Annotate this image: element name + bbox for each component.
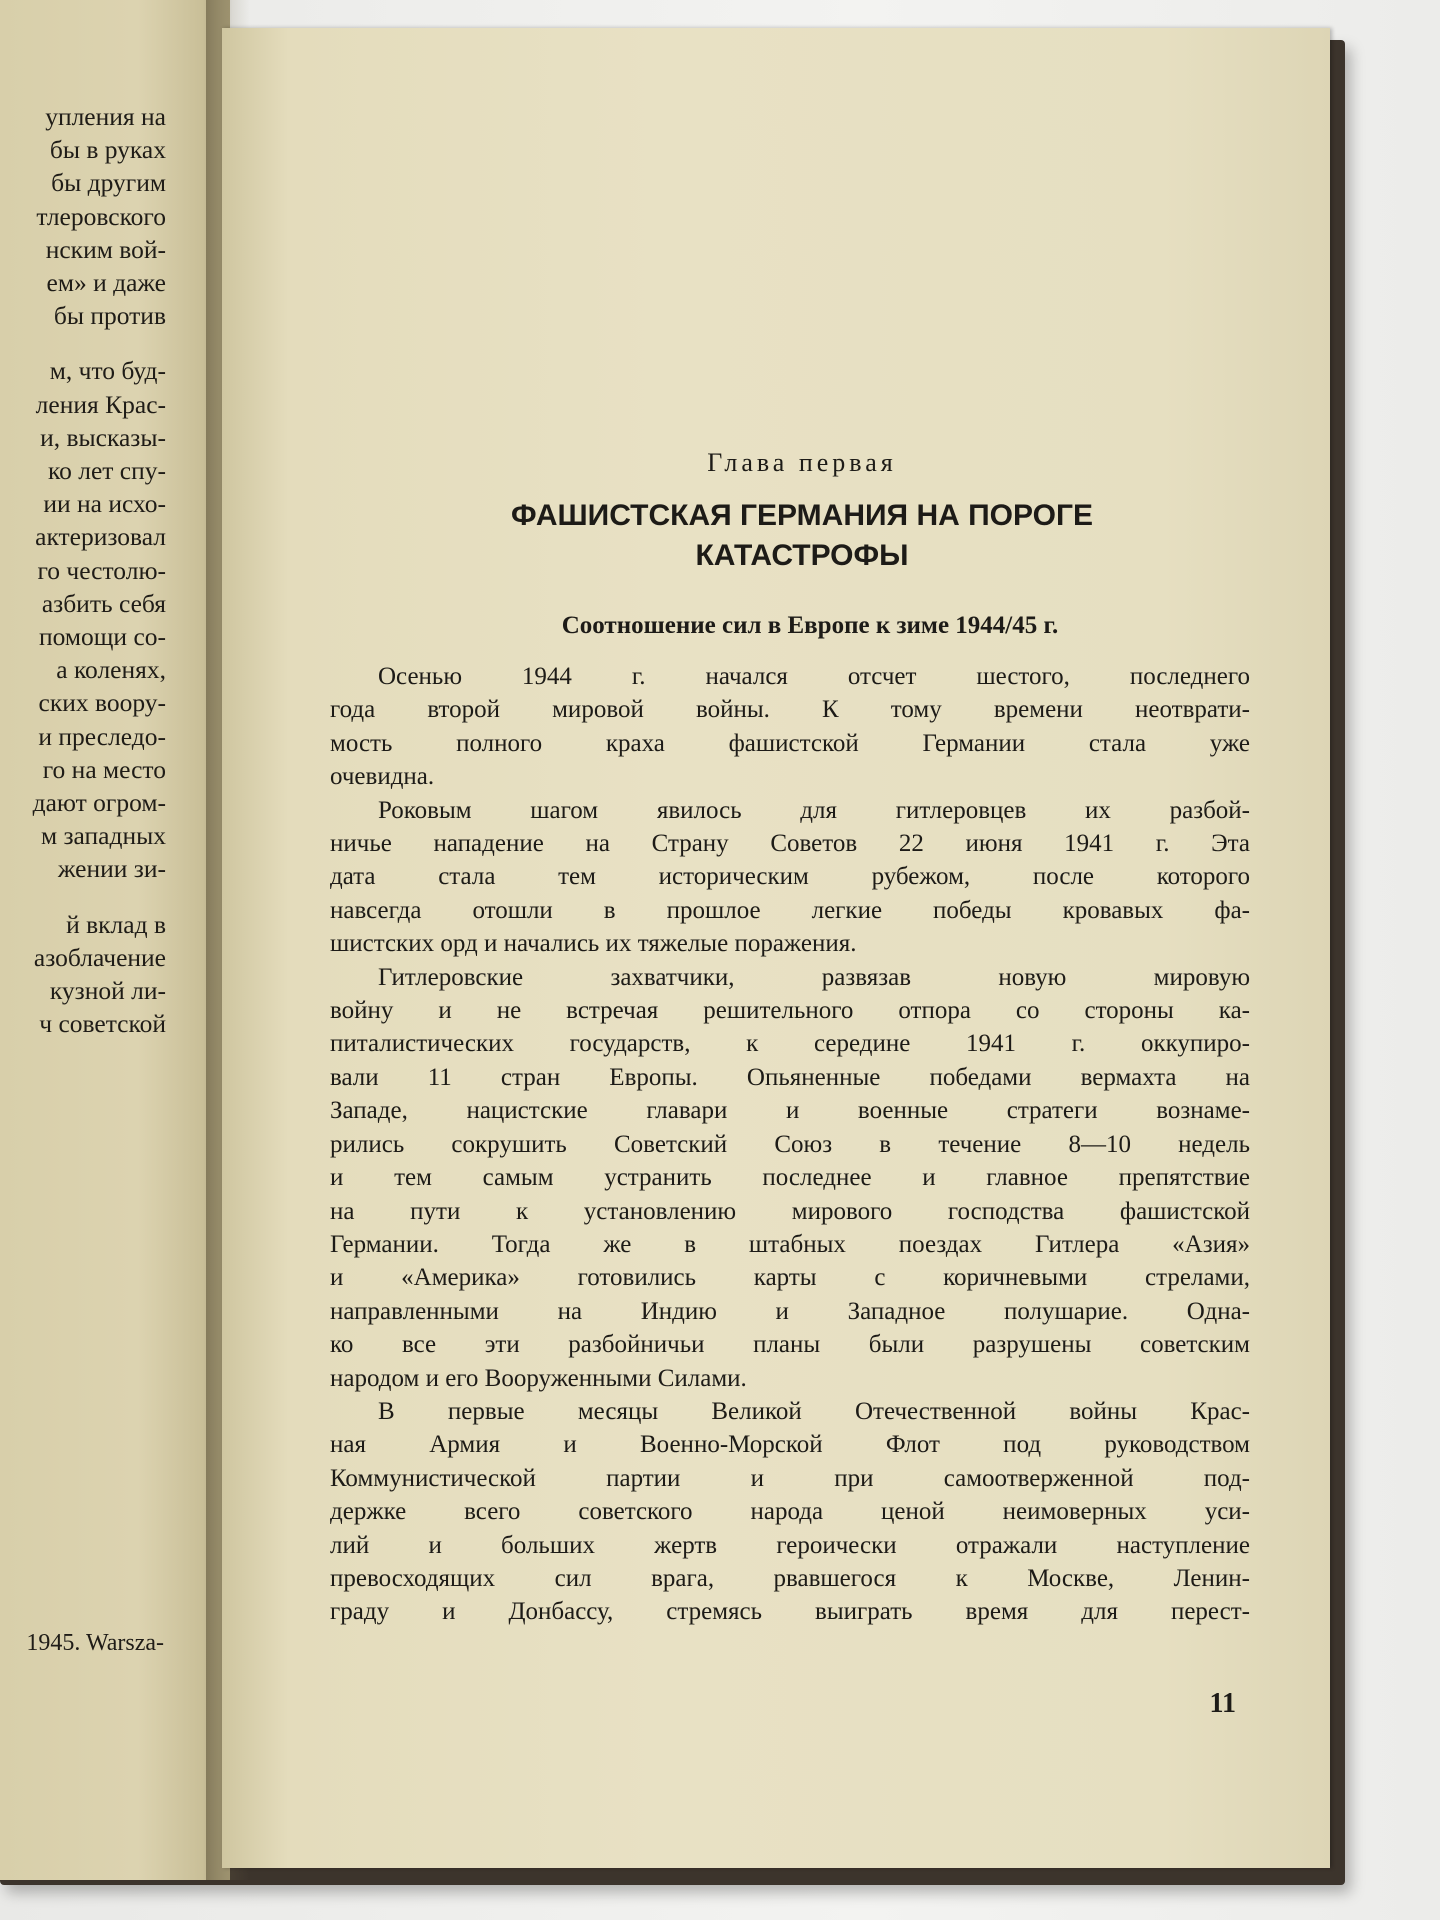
left-page-line: м западных xyxy=(40,821,166,851)
text-line: питалистических государств, к середине 1941 г. оккупиро- xyxy=(330,1030,1250,1058)
text-line: народом и его Вооруженными Силами. xyxy=(330,1364,747,1392)
left-page-line: бы другим xyxy=(51,168,166,198)
text-line: дата стала тем историческим рубежом, после которого xyxy=(330,863,1250,891)
left-page-line: ем» и даже xyxy=(46,268,166,298)
text-line: Западе, нацистские главари и военные стратеги вознаме- xyxy=(330,1097,1250,1125)
section-title: Соотношение сил в Европе к зиме 1944/45 г. xyxy=(561,612,1059,639)
right-page-text xyxy=(330,448,1250,1629)
left-page-line: го честолю- xyxy=(37,555,166,585)
left-page-line: го на место xyxy=(42,754,166,784)
left-page xyxy=(0,0,230,1880)
left-page-line: помощи со- xyxy=(38,622,166,652)
text-line: В первые месяцы Великой Отечественной войны Крас- xyxy=(378,1397,1250,1425)
text-line: на пути к установлению мирового господства фашистской xyxy=(330,1197,1250,1225)
text-line: мость полного краха фашистской Германии стала уже xyxy=(330,729,1250,757)
left-page-line: м, что буд- xyxy=(49,356,166,386)
left-page-line: тлеровского xyxy=(36,201,166,231)
left-page-line: кузной ли- xyxy=(49,976,166,1006)
text-line: направленными на Индию и Западное полушарие. Однa- xyxy=(330,1297,1250,1325)
text-line: Германии. Тогда же в штабных поездах Гитлера «Азия» xyxy=(330,1230,1250,1258)
paragraph-gap xyxy=(0,886,166,908)
right-page xyxy=(222,28,1330,1868)
left-page-line: ских воору- xyxy=(38,688,166,718)
text-line: Коммунистической партии и при самоотверженной под- xyxy=(330,1464,1250,1492)
text-line: вали 11 стран Европы. Опьяненные победами вермахта на xyxy=(330,1063,1250,1091)
text-line: Осенью 1944 г. начался отсчет шестого, последнего xyxy=(378,663,1250,690)
text-line: и «Америка» готовились карты с коричневыми стрелами, xyxy=(330,1264,1250,1292)
left-page-text-column xyxy=(0,100,166,1040)
body-text xyxy=(330,660,1250,1629)
text-line: Роковым шагом явилось для гитлеровцев их разбой- xyxy=(378,796,1250,824)
text-line: граду и Донбассу, стремясь выиграть время для перест- xyxy=(330,1598,1250,1626)
left-page-line: упления на xyxy=(45,102,166,131)
left-page-line: й вклад в xyxy=(66,909,166,939)
left-page-footnote: 1945. Warsza- xyxy=(26,1630,164,1656)
left-page-line: актеризовал xyxy=(35,522,166,552)
left-page-line: азбить себя xyxy=(41,588,166,618)
text-line: очевидна. xyxy=(330,763,435,791)
left-page-line: и преследо- xyxy=(38,721,166,751)
left-page-line: ч советской xyxy=(39,1009,166,1039)
chapter-title-line: ФАШИСТСКАЯ ГЕРМАНИЯ НА ПОРОГЕ xyxy=(511,499,1093,532)
chapter-title-line: КАТАСТРОФЫ xyxy=(695,539,909,572)
left-page-line: ления Крас- xyxy=(35,389,166,419)
text-line: держке всего советского народа ценой неимоверных уси- xyxy=(330,1498,1250,1526)
left-page-line: бы против xyxy=(53,301,166,331)
text-line: лий и больших жертв героически отражали наступление xyxy=(330,1531,1250,1559)
left-page-line: азоблачение xyxy=(33,942,166,972)
paragraph-gap xyxy=(0,332,166,354)
chapter-title xyxy=(330,496,1250,576)
text-line: и тем самым устранить последнее и главное препятствие xyxy=(330,1164,1250,1192)
text-line: превосходящих сил врага, рвавшегося к Москве, Ленин- xyxy=(330,1564,1250,1592)
text-line: ко все эти разбойничьи планы были разрушены советским xyxy=(330,1331,1250,1359)
text-line: ничье нападение на Страну Советов 22 июня 1941 г. Эта xyxy=(330,830,1250,858)
text-line: года второй мировой войны. К тому времени неотврати- xyxy=(330,696,1250,724)
paragraph xyxy=(330,1395,1250,1629)
left-page-line: и, высказы- xyxy=(40,422,166,452)
text-line: войну и не встречая решительного отпора со стороны ка- xyxy=(330,997,1250,1025)
paragraph xyxy=(330,660,1250,794)
left-page-line: бы в руках xyxy=(49,135,166,165)
text-line: Гитлеровские захватчики, развязав новую мировую xyxy=(378,963,1250,991)
left-page-line: дают огром- xyxy=(32,788,166,818)
chapter-label: Глава первая xyxy=(707,448,897,477)
left-page-line: ии на исхо- xyxy=(43,489,166,519)
left-page-line: ко лет спу- xyxy=(48,456,166,486)
left-page-line: а коленях, xyxy=(56,655,166,685)
text-line: шистских орд и начались их тяжелые поражения. xyxy=(330,930,857,958)
left-page-line: нским вой- xyxy=(45,234,166,264)
page-number: 11 xyxy=(1209,1688,1236,1719)
text-line: ная Армия и Военно-Морской Флот под руководством xyxy=(330,1431,1250,1459)
text-line: рились сокрушить Советский Союз в течение 8—10 недель xyxy=(330,1130,1250,1158)
paragraph xyxy=(330,961,1250,1395)
left-page-line: жении зи- xyxy=(57,854,166,884)
paragraph xyxy=(330,794,1250,961)
text-line: навсегда отошли в прошлое легкие победы кровавых фа- xyxy=(330,896,1250,924)
